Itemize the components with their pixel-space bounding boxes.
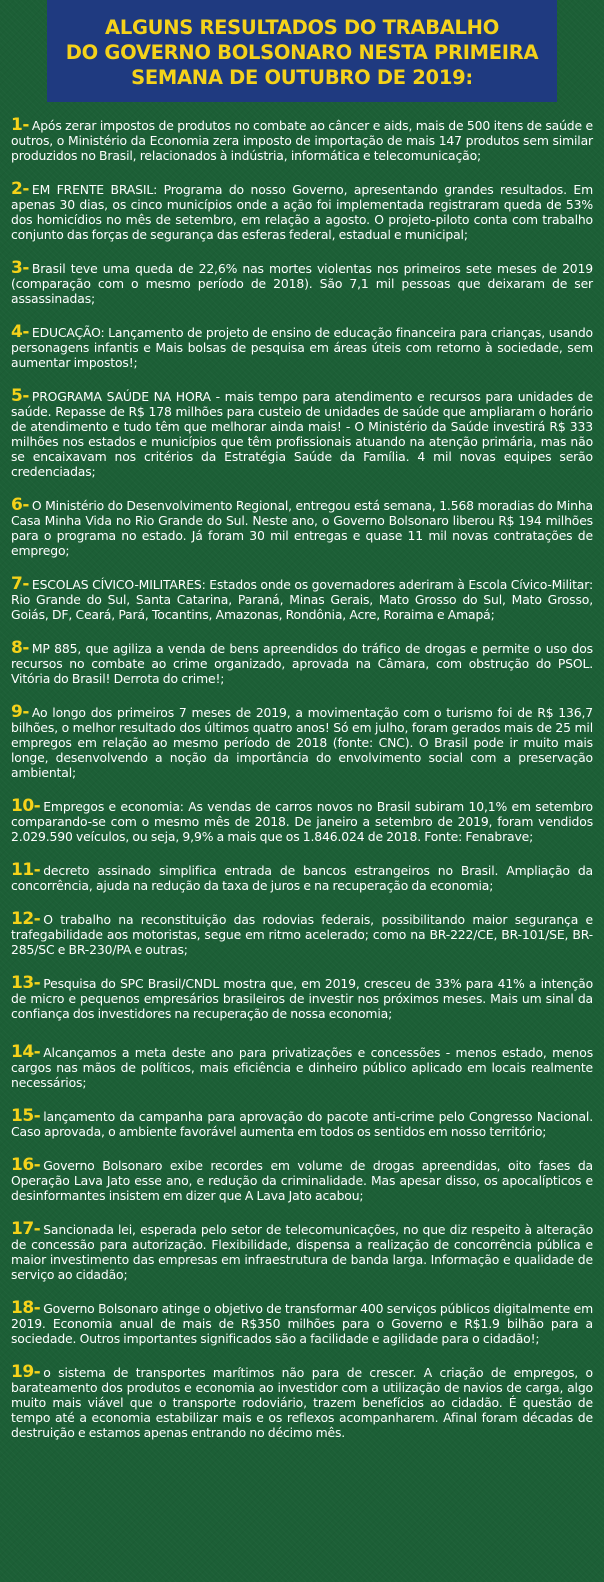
item-text: Pesquisa do SPC Brasil/CNDL mostra que, em 2019, cresceu de 33% para 41% a intenção de micro e pequenos empresários brasileiros de investir nos próximos meses. Mais um sinal da confiança dos investidores na recuperação de nossa economia; xyxy=(11,976,593,1021)
item-text: lançamento da campanha para aprovação do pacote anti-crime pelo Congresso Nacional. Caso aprovada, o ambiente favorável aumenta em todos os sentidos em nosso território; xyxy=(11,1109,593,1139)
item-number: 8- xyxy=(11,638,29,658)
item-text: Brasil teve uma queda de 22,6% nas mortes violentas nos primeiros sete meses de 2019 (comparação com o mesmo período de 2018). São 7,1 mil pessoas que deixaram de ser assassinadas; xyxy=(11,261,593,306)
title-banner xyxy=(47,0,557,102)
item-number: 16- xyxy=(11,1155,41,1175)
item-number: 11- xyxy=(11,860,41,880)
item-number: 1- xyxy=(11,115,29,135)
item-text: Empregos e economia: As vendas de carros novos no Brasil subiram 10,1% em setembro comparando-se com o mesmo mês de 2018. De janeiro a setembro de 2019, foram vendidos 2.029.590 veículos, ou seja, 9,9% a mais que os 1.846.024 de 2018. Fonte: Fenabrave; xyxy=(11,799,593,844)
item-text: o sistema de transportes marítimos não para de crescer. A criação de empregos, o barateamento dos produtos e economia ao investidor com a utilização de navios de carga, algo muito mais viável que o transporte rodoviário, trazem benefícios ao cidadão. É questão de tempo até a economia estabilizar mais e os reflexos acompanharem. Afinal foram décadas de destruição e estamos apenas entrando no décimo mês. xyxy=(11,1365,593,1440)
page-title-line-3: SEMANA DE OUTUBRO DE 2019: xyxy=(131,65,473,89)
list-item xyxy=(11,386,593,479)
item-text: Governo Bolsonaro atinge o objetivo de transformar 400 serviços públicos digitalmente em 2019. Economia anual de mais de R$350 milhões para o Governo e R$1.9 bilhão para a sociedade. Outros importantes significados são a facilidade e agilidade para o cidadão!; xyxy=(11,1301,593,1346)
page-title-line-1: ALGUNS RESULTADOS DO TRABALHO xyxy=(105,15,499,39)
item-text: Ao longo dos primeiros 7 meses de 2019, a movimentação com o turismo foi de R$ 136,7 bilhões, o melhor resultado dos últimos quatro anos! Só em julho, foram gerados mais de 25 mil empregos em relação ao mesmo período de 2018 (fonte: CNC). O Brasil pode ir muito mais longe, desenvolvendo a noção da importância do envolvimento social com a preservação ambiental; xyxy=(11,705,593,780)
item-number: 2- xyxy=(11,179,29,199)
item-text: Sancionada lei, esperada pelo setor de telecomunicações, no que diz respeito à alteração de concessão para autorização. Flexibilidade, dispensa a realização de concorrência pública e maior investimento das empresas em infraestrutura de banda larga. Informação e qualidade de serviço ao cidadão; xyxy=(11,1222,593,1282)
item-number: 9- xyxy=(11,702,29,722)
item-number: 17- xyxy=(11,1219,41,1239)
list-item xyxy=(11,1155,593,1203)
item-number: 13- xyxy=(11,973,41,993)
item-number: 10- xyxy=(11,796,41,816)
results-list xyxy=(11,115,593,1440)
item-number: 14- xyxy=(11,1042,41,1062)
item-number: 5- xyxy=(11,386,29,406)
list-item xyxy=(11,796,593,844)
list-item xyxy=(11,860,593,893)
item-number: 19- xyxy=(11,1362,41,1382)
item-number: 7- xyxy=(11,574,29,594)
list-item xyxy=(11,574,593,622)
item-text: PROGRAMA SAÚDE NA HORA - mais tempo para atendimento e recursos para unidades de saúde. Repasse de R$ 178 milhões para custeio de unidades de saúde que ampliaram o horário de atendimento e tudo têm que melhorar ainda mais! - O Ministério da Saúde investirá R$ 333 milhões nos estados e municípios que têm profissionais atuando na atenção primária, mas não se encaixavam nos critérios da Estratégia Saúde da Família. 4 mil novas equipes serão credenciadas; xyxy=(11,389,593,479)
list-item xyxy=(11,322,593,370)
list-item xyxy=(11,1219,593,1282)
list-item xyxy=(11,1362,593,1440)
list-item xyxy=(11,258,593,306)
item-number: 6- xyxy=(11,495,29,515)
item-text: decreto assinado simplifica entrada de bancos estrangeiros no Brasil. Ampliação da concorrência, ajuda na redução da taxa de juros e na recuperação da economia; xyxy=(11,863,593,893)
item-text: O trabalho na reconstituição das rodovias federais, possibilitando maior segurança e trafegabilidade aos motoristas, segue em ritmo acelerado; como na BR-222/CE, BR-101/SE, BR-285/SC e BR-230/PA e outras; xyxy=(11,912,593,957)
item-text: EM FRENTE BRASIL: Programa do nosso Governo, apresentando grandes resultados. Em apenas 30 dias, os cinco municípios onde a ação foi implementada registraram queda de 53% dos homicídios no mês de setembro, em relação a agosto. O projeto-piloto conta com trabalho conjunto das forças de segurança das esferas federal, estadual e municipal; xyxy=(11,182,593,242)
item-number: 3- xyxy=(11,258,29,278)
list-item xyxy=(11,1298,593,1346)
item-number: 12- xyxy=(11,909,41,929)
item-text: O Ministério do Desenvolvimento Regional, entregou está semana, 1.568 moradias do Minha Casa Minha Vida no Rio Grande do Sul. Neste ano, o Governo Bolsonaro liberou R$ 194 milhões para o programa no estado. Já foram 30 mil entregas e quase 11 mil novas contratações de emprego; xyxy=(11,498,593,558)
list-item xyxy=(11,1106,593,1139)
item-number: 15- xyxy=(11,1106,41,1126)
item-text: Após zerar impostos de produtos no combate ao câncer e aids, mais de 500 itens de saúde e outros, o Ministério da Economia zera imposto de importação de mais 147 produtos sem similar produzidos no Brasil, relacionados à indústria, informática e telecomunicação; xyxy=(11,118,593,163)
item-number: 4- xyxy=(11,322,29,342)
item-text: EDUCAÇÃO: Lançamento de projeto de ensino de educação financeira para crianças, usando personagens infantis e Mais bolsas de pesquisa em áreas úteis com retorno à sociedade, sem aumentar impostos!; xyxy=(11,325,593,370)
item-number: 18- xyxy=(11,1298,41,1318)
list-item xyxy=(11,638,593,686)
item-text: MP 885, que agiliza a venda de bens apreendidos do tráfico de drogas e permite o uso dos recursos no combate ao crime organizado, aprovada na Câmara, com obstrução do PSOL. Vitória do Brasil! Derrota do crime!; xyxy=(11,641,593,686)
item-text: Governo Bolsonaro exibe recordes em volume de drogas apreendidas, oito fases da Operação Lava Jato esse ano, e redução da criminalidade. Mas apesar disso, os apocalípticos e desinformantes insistem em dizer que A Lava Jato acabou; xyxy=(11,1158,593,1203)
page-title-line-2: DO GOVERNO BOLSONARO NESTA PRIMEIRA xyxy=(65,40,539,64)
list-item xyxy=(11,973,593,1021)
list-item xyxy=(11,909,593,957)
list-item xyxy=(11,495,593,558)
list-item xyxy=(11,702,593,780)
list-item xyxy=(11,115,593,163)
item-text: ESCOLAS CÍVICO-MILITARES: Estados onde os governadores aderiram à Escola Cívico-Militar: Rio Grande do Sul, Santa Catarina, Paraná, Minas Gerais, Mato Grosso do Sul, Mato Grosso, Goiás, DF, Ceará, Pará, Tocantins, Amazonas, Rondônia, Acre, Roraima e Amapá; xyxy=(11,577,593,622)
item-text: Alcançamos a meta deste ano para privatizações e concessões - menos estado, menos cargos nas mãos de políticos, mais eficiência e dinheiro público aplicado em locais realmente necessários; xyxy=(11,1045,593,1090)
list-item xyxy=(11,1042,593,1090)
list-item xyxy=(11,179,593,242)
